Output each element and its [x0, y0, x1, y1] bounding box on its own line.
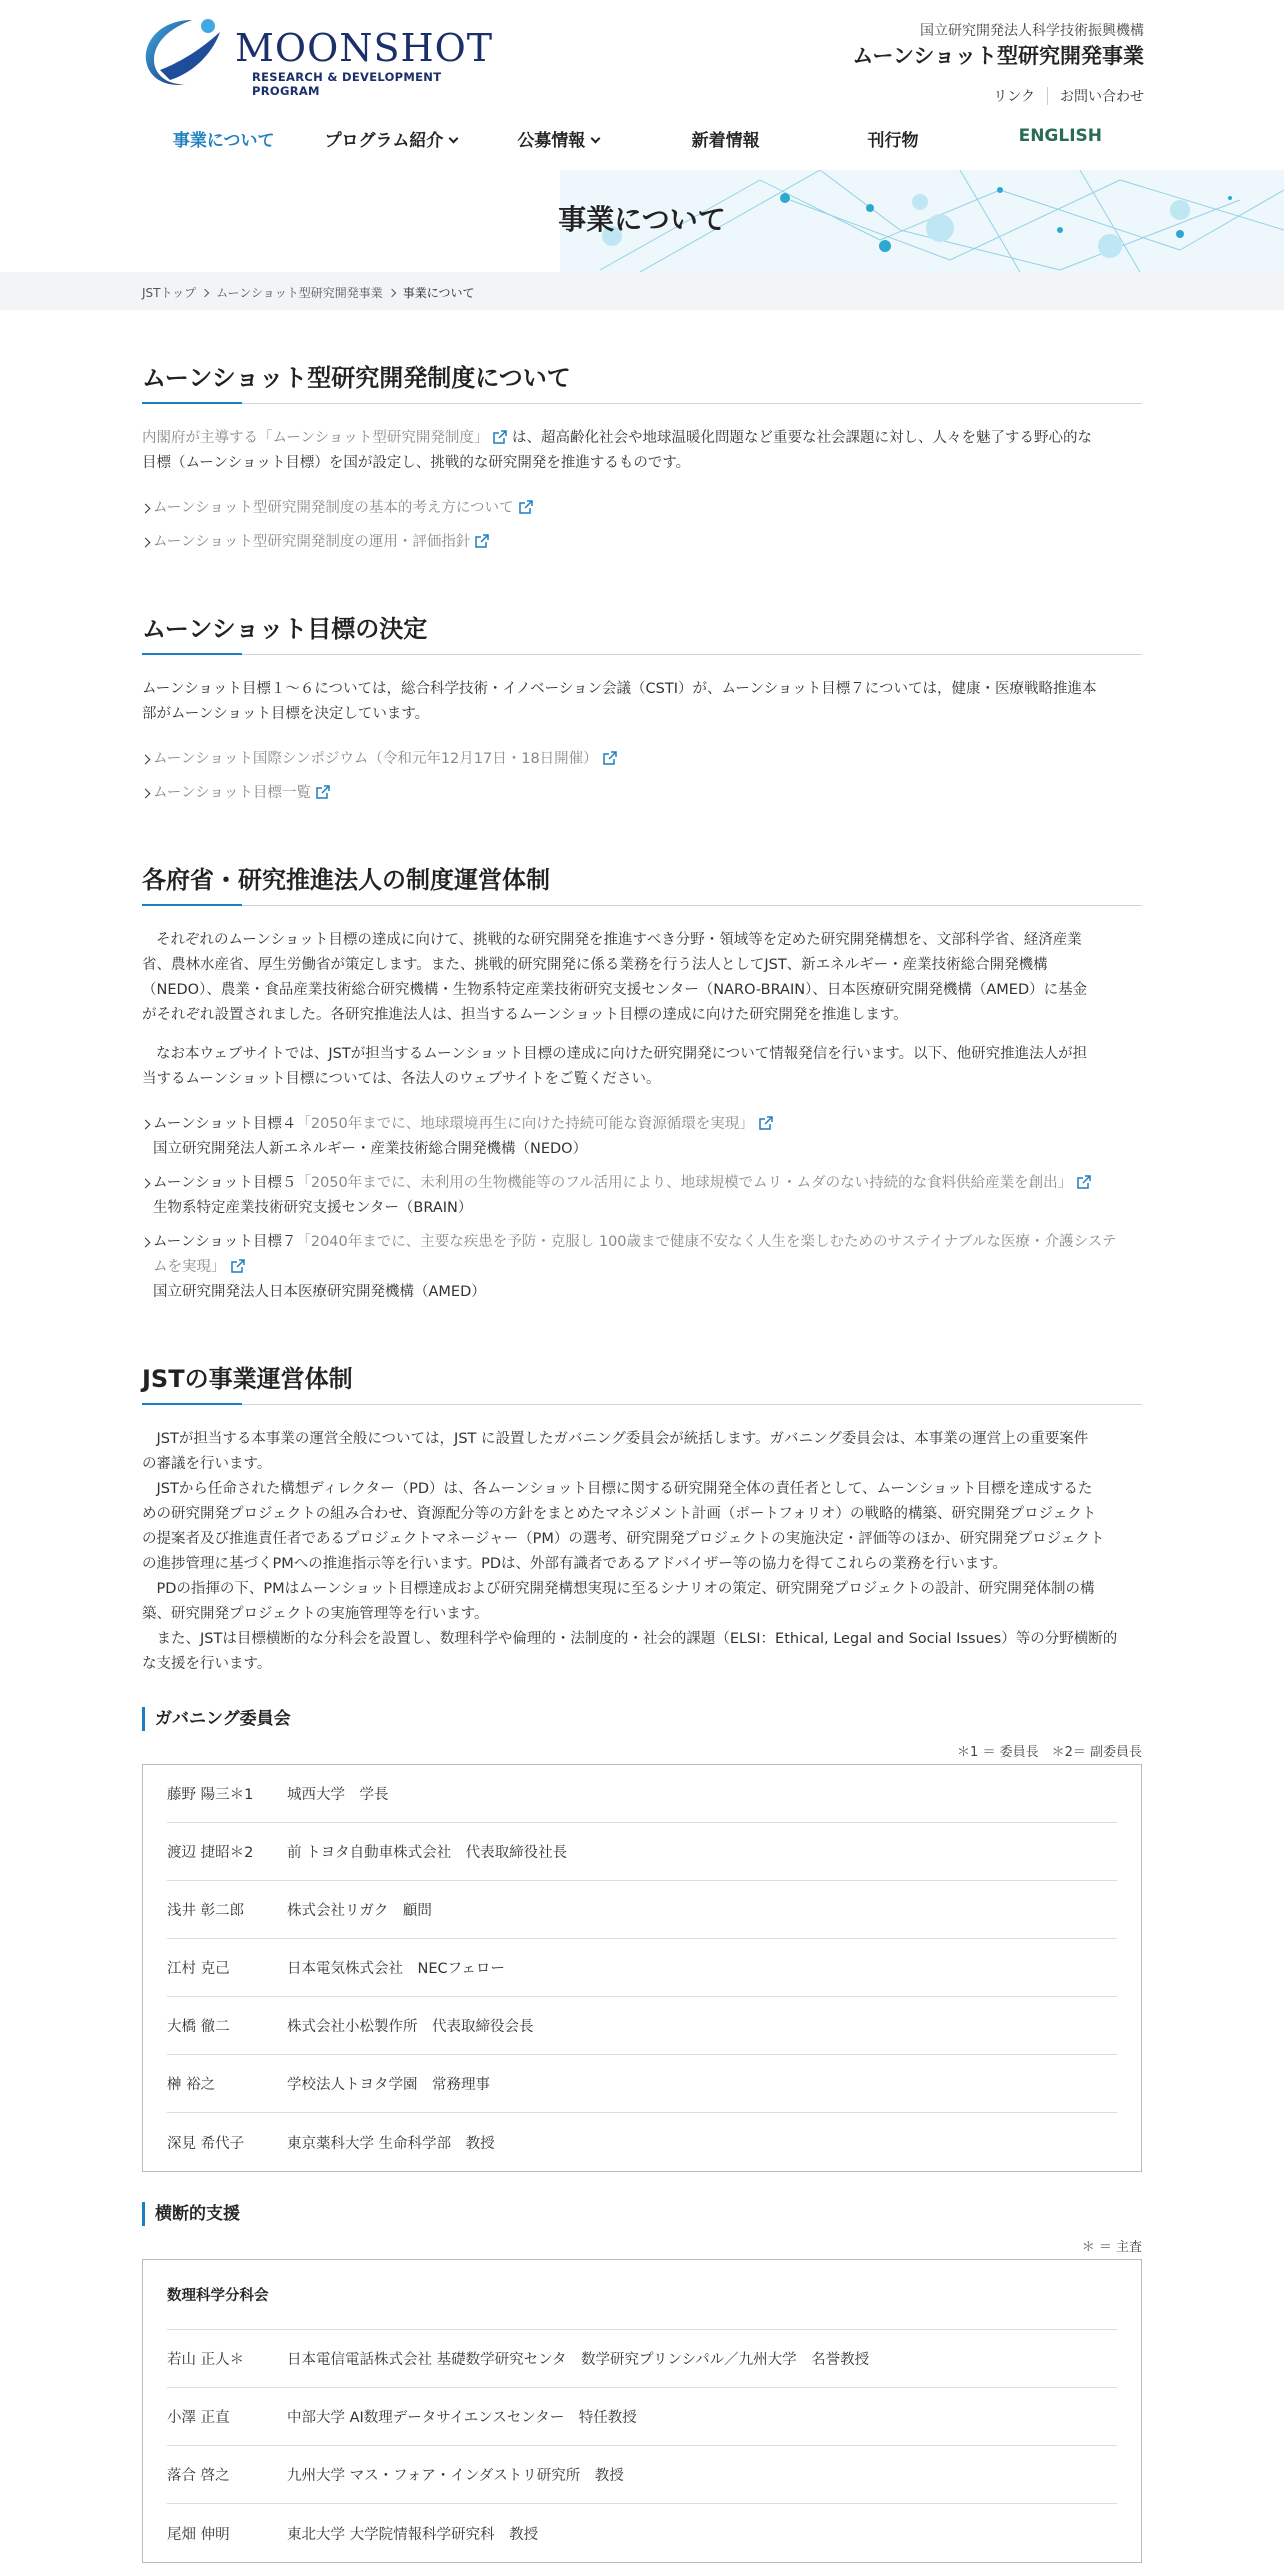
member-row: 小澤 正直 中部大学 AI数理データサイエンスセンター 特任教授 — [167, 2388, 1117, 2446]
program-name[interactable]: ムーンショット型研究開発事業 — [852, 44, 1144, 68]
moon-logo-icon — [140, 14, 230, 90]
section-paragraph: なお本ウェブサイトでは、JSTが担当するムーンショット目標の達成に向けた研究開発について情報発信を行います。以下、他研究推進法人が担 当するムーンショット目標については、各法人のウェブサイトをご覧ください。 — [142, 1046, 1088, 1087]
nav-english[interactable]: ENGLISH — [1018, 126, 1103, 146]
link-basic-concept[interactable]: ムーンショット型研究開発制度の基本的考え方について — [142, 496, 1142, 521]
external-link-icon — [231, 1259, 245, 1273]
chevron-right-icon — [201, 288, 209, 296]
chevron-down-icon — [449, 134, 459, 144]
contact-link[interactable]: お問い合わせ — [1060, 89, 1144, 105]
member-row: 深見 希代子 東京薬科大学 生命科学部 教授 — [167, 2135, 495, 2152]
section-title-ministries: 各府省・研究推進法人の制度運営体制 — [142, 860, 1142, 906]
cabinet-office-link[interactable]: 内閣府が主導する「ムーンショット型研究開発制度」 — [142, 430, 489, 446]
global-nav — [140, 126, 1144, 151]
nav-news[interactable]: 新着情報 — [691, 131, 760, 151]
member-row: 榊 裕之 学校法人トヨタ学園 常務理事 — [167, 2055, 1117, 2113]
page-hero — [0, 170, 1284, 272]
goal-org: 国立研究開発法人新エネルギー・産業技術総合開発機構（NEDO） — [153, 1141, 588, 1157]
paragraph-text: 目標（ムーンショット目標）を国が設定し、挑戦的な研究開発を推進するものです。 — [142, 455, 691, 471]
breadcrumb-jst-top[interactable]: JSTトップ — [142, 286, 197, 300]
org-name-small: 国立研究開発法人科学技術振興機構 — [920, 23, 1144, 39]
utility-links — [981, 86, 1144, 106]
nav-programs[interactable]: プログラム紹介 — [307, 126, 474, 151]
link-goal-4[interactable]: ムーンショット目標４「2050年までに、地球環境再生に向けた持続可能な資源循環を実現」 国立研究開発法人新エネルギー・産業技術総合開発機構（NEDO） — [142, 1112, 1142, 1162]
external-link-icon — [1077, 1175, 1091, 1189]
breadcrumb-moonshot[interactable]: ムーンショット型研究開発事業 — [216, 286, 383, 300]
logo-text: MOONSHOT — [235, 26, 494, 70]
subcommittee-heading: 数理科学分科会 — [167, 2260, 1117, 2330]
member-row: 落合 啓之 九州大学 マス・フォア・インダストリ研究所 教授 — [167, 2446, 1117, 2504]
member-row: 藤野 陽三＊1 城西大学 学長 — [167, 1765, 1117, 1823]
nav-calls[interactable]: 公募情報 — [475, 126, 642, 151]
member-row: 浅井 彰二郎 株式会社リガク 顧問 — [167, 1881, 1117, 1939]
link-symposium[interactable]: ムーンショット国際シンポジウム（令和元年12月17日・18日開催） — [142, 747, 1142, 772]
link-goal-7[interactable]: ムーンショット目標７「2040年までに、主要な疾患を予防・克服し 100歳まで健康不安なく人生を楽しむためのサステイナブルな医療・介護システ ムを実現」 国立研究開発法人日本医療研究開発機構（AMED） — [142, 1230, 1142, 1305]
external-link-icon — [759, 1116, 773, 1130]
role-legend: ＊1 ＝ 委員長 ＊2＝ 副委員長 — [957, 1745, 1142, 1760]
chevron-right-icon — [388, 288, 396, 296]
link-operation-guideline[interactable]: ムーンショット型研究開発制度の運用・評価指針 — [142, 530, 1142, 555]
nav-publications[interactable]: 刊行物 — [867, 131, 919, 151]
breadcrumb-current: 事業について — [402, 286, 475, 300]
breadcrumb — [0, 272, 1284, 310]
goal-org: 生物系特定産業技術研究支援センター（BRAIN） — [153, 1200, 473, 1216]
section-title-system: ムーンショット型研究開発制度について — [142, 358, 1142, 404]
section-title-goal-decision: ムーンショット目標の決定 — [142, 609, 1142, 655]
member-row: 渡辺 捷昭＊2 前 トヨタ自動車株式会社 代表取締役社長 — [167, 1823, 1117, 1881]
subsection-title-support: 横断的支援 — [142, 2202, 1142, 2226]
member-row: 大橋 徹二 株式会社小松製作所 代表取締役会長 — [167, 1997, 1117, 2055]
external-link-icon — [519, 500, 533, 514]
link-goal-list[interactable]: ムーンショット目標一覧 — [142, 781, 1142, 806]
paragraph-text: は、超高齢化社会や地球温暖化問題など重要な社会課題に対し、人々を魅了する野心的な — [511, 430, 1092, 446]
member-row: 江村 克己 日本電気株式会社 NECフェロー — [167, 1939, 1117, 1997]
nav-about[interactable]: 事業について — [172, 131, 275, 151]
support-member-list — [142, 2259, 1142, 2563]
member-row: 尾畑 伸明 東北大学 大学院情報科学研究科 教授 — [167, 2526, 539, 2543]
external-link-icon — [475, 534, 489, 548]
moonshot-logo[interactable] — [140, 14, 510, 98]
main-content — [142, 310, 1142, 2563]
logo-subtext: RESEARCH & DEVELOPMENT PROGRAM — [252, 70, 442, 98]
link-goal-5[interactable]: ムーンショット目標５「2050年までに、未利用の生物機能等のフル活用により、地球規模でムリ・ムダのない持続的な食料供給産業を創出」 生物系特定産業技術研究支援センター（BRAIN） — [142, 1171, 1142, 1221]
section-paragraph: ムーンショット目標１～６については，総合科学技術・イノベーション会議（CSTI）が、ムーンショット目標７については，健康・医療戦略推進本 部がムーンショット目標を決定しています。 — [142, 681, 1097, 722]
external-link-icon — [493, 430, 507, 444]
external-link-icon — [316, 785, 330, 799]
link-link[interactable]: リンク — [993, 89, 1035, 105]
page-title: 事業について — [558, 203, 726, 236]
subsection-title-governing: ガバニング委員会 — [142, 1707, 1142, 1731]
chevron-down-icon — [591, 134, 601, 144]
goal-org: 国立研究開発法人日本医療研究開発機構（AMED） — [153, 1284, 486, 1300]
role-legend: ＊ ＝ 主査 — [1081, 2240, 1142, 2255]
section-paragraph: それぞれのムーンショット目標の達成に向けて、挑戦的な研究開発を推進すべき分野・領域等を定めた研究開発構想を、文部科学省、経済産業 省、農林水産省、厚生労働省が策定します。また、挑戦的研究開発に係る業務を行う法人としてJST、新エネルギー・産業技術総合開発機構 （NEDO）、農業・食品産業技術総合研究機構・生物系特定産業技術研究支援センター（NARO-BRAIN）、日本医療研究開発機構（AMED）に基金 がそれぞれ設置されました。各研究推進法人は、担当するムーンショット目標の達成に向けた研究開発を推進します。 — [142, 932, 1088, 1023]
section-title-jst-structure: JSTの事業運営体制 — [142, 1359, 1142, 1405]
member-row: 若山 正人＊ 日本電信電話株式会社 基礎数学研究センタ 数学研究プリンシパル／九州大学 名誉教授 — [167, 2330, 1117, 2388]
site-header — [0, 0, 1284, 170]
section-paragraph: JSTが担当する本事業の運営全般については，JST に設置したガバニング委員会が統括します。ガバニング委員会は、本事業の運営上の重要案件 の審議を行います。 JSTから任命された構想ディレクター（PD）は、各ムーンショット目標に関する研究開発全体の責任者として、ムーンショット目標を達成するた めの研究開発プロジェクトの組み合わせ、資源配分等の方針をまとめたマネジメント計画（ポートフォリオ）の戦略的構築、研究開発プロジェクト の提案者及び推進責任者であるプロジェクトマネージャー（PM）の選考、研究開発プロジェクトの実施決定・評価等のほか、研究開発プロジェクト の進捗管理に基づくPMへの推進指示等を行います。PDは、外部有識者であるアドバイザー等の協力を得てこれらの業務を行います。 PDの指揮の下、PMはムーンショット目標達成および研究開発構想実現に至るシナリオの策定、研究開発プロジェクトの設計、研究開発体制の構 築、研究開発プロジェクトの実施管理等を行います。 また、JSTは目標横断的な分科会を設置し、数理科学や倫理的・法制度的・社会的課題（ELSI：Ethical, Legal and Social Issues）等の分野横断的 な支援を行います。 — [142, 1431, 1118, 1672]
external-link-icon — [603, 751, 617, 765]
governing-member-list — [142, 1764, 1142, 2172]
section-paragraph — [142, 426, 1142, 476]
